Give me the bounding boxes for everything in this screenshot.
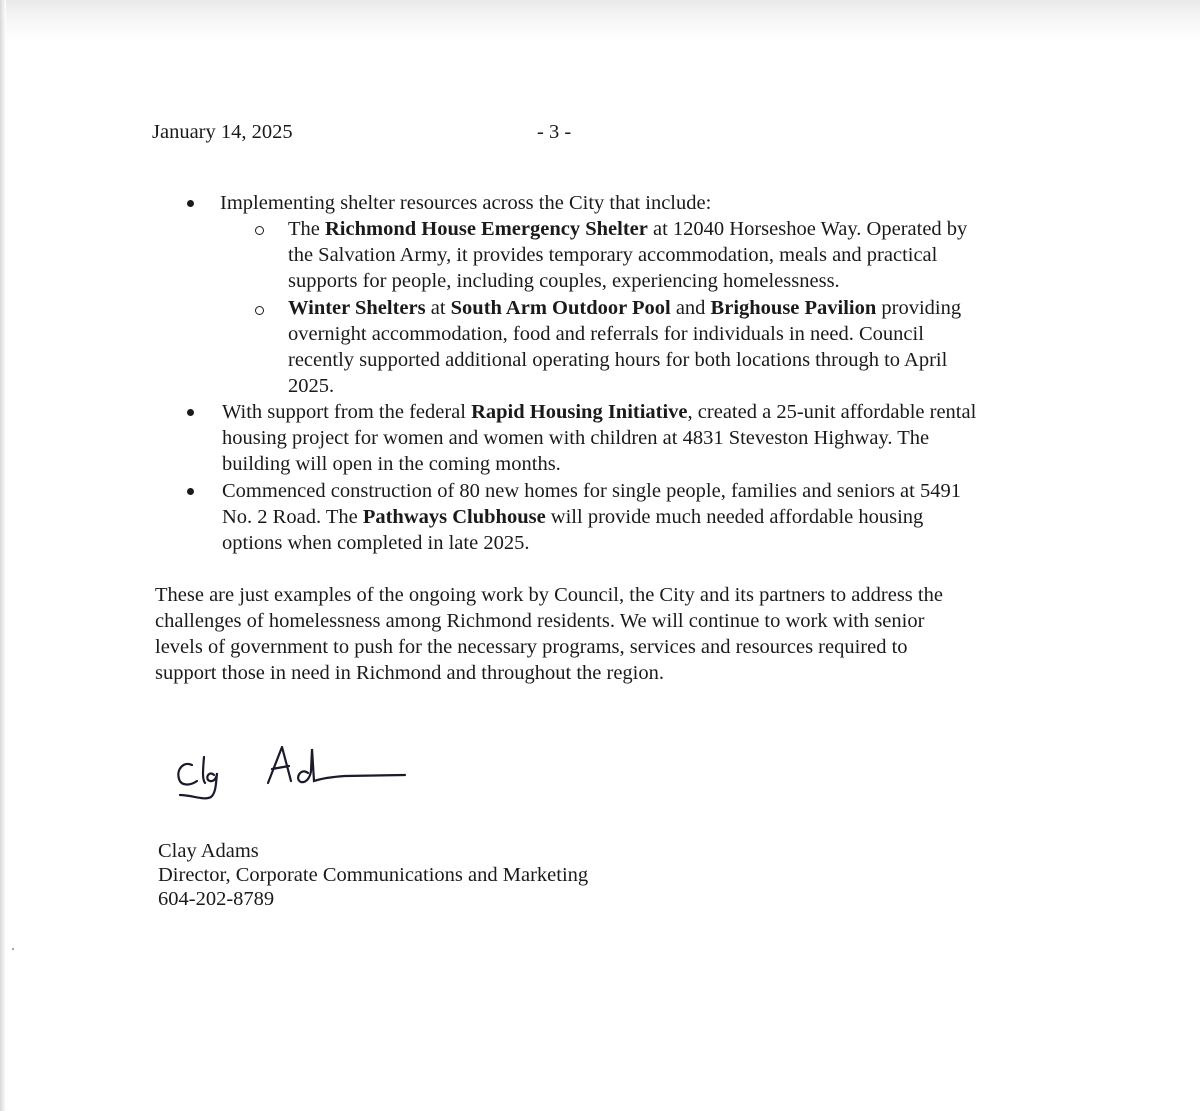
bullet-marker [187, 488, 194, 495]
signatory-phone: 604-202-8789 [158, 888, 275, 910]
closing-paragraph-line1: These are just examples of the ongoing work by Council, the City and its partners to address the [155, 584, 943, 606]
rapid-housing-line2: housing project for women and women with children at 4831 Steveston Highway. The [222, 427, 930, 449]
sub-bullet-marker [255, 226, 264, 235]
handwritten-signature [170, 735, 420, 805]
bullet-marker [187, 409, 194, 416]
shelter-intro-text: Implementing shelter resources across the City that include: [220, 192, 712, 214]
bullet-marker [187, 200, 194, 207]
pathways-line1: Commenced construction of 80 new homes for single people, families and seniors at 5491 [222, 480, 961, 502]
closing-paragraph-line4: support those in need in Richmond and throughout the region. [155, 662, 665, 684]
sub-bullet-richmond-house-line2: the Salvation Army, it provides temporary accommodation, meals and practical [288, 244, 938, 266]
pathways-line2: No. 2 Road. The Pathways Clubhouse will provide much needed affordable housing [222, 506, 924, 528]
sub-bullet-winter-shelters-line3: recently supported additional operating hours for both locations through to April [288, 349, 948, 371]
sub-bullet-richmond-house-line3: supports for people, including couples, experiencing homelessness. [288, 270, 840, 292]
pathways-line3: options when completed in late 2025. [222, 532, 530, 554]
sub-bullet-winter-shelters-line2: overnight accommodation, food and referrals for individuals in need. Council [288, 323, 924, 345]
rapid-housing-line3: building will open in the coming months. [222, 453, 561, 475]
sub-bullet-winter-shelters-line1: Winter Shelters at South Arm Outdoor Pool and Brighouse Pavilion providing [288, 297, 962, 319]
page-number: - 3 - [537, 121, 572, 143]
signatory-title: Director, Corporate Communications and Marketing [158, 864, 589, 886]
signatory-name: Clay Adams [158, 840, 259, 862]
closing-paragraph-line3: levels of government to push for the necessary programs, services and resources required to [155, 636, 908, 658]
sub-bullet-richmond-house-line1: The Richmond House Emergency Shelter at 12040 Horseshoe Way. Operated by [288, 218, 968, 240]
sub-bullet-winter-shelters-line4: 2025. [288, 375, 335, 397]
letter-date: January 14, 2025 [152, 121, 293, 143]
rapid-housing-line1: With support from the federal Rapid Housing Initiative, created a 25-unit affordable rental [222, 401, 977, 423]
closing-paragraph-line2: challenges of homelessness among Richmond residents. We will continue to work with senior [155, 610, 925, 632]
scan-speck [12, 948, 14, 950]
sub-bullet-marker [255, 306, 264, 315]
